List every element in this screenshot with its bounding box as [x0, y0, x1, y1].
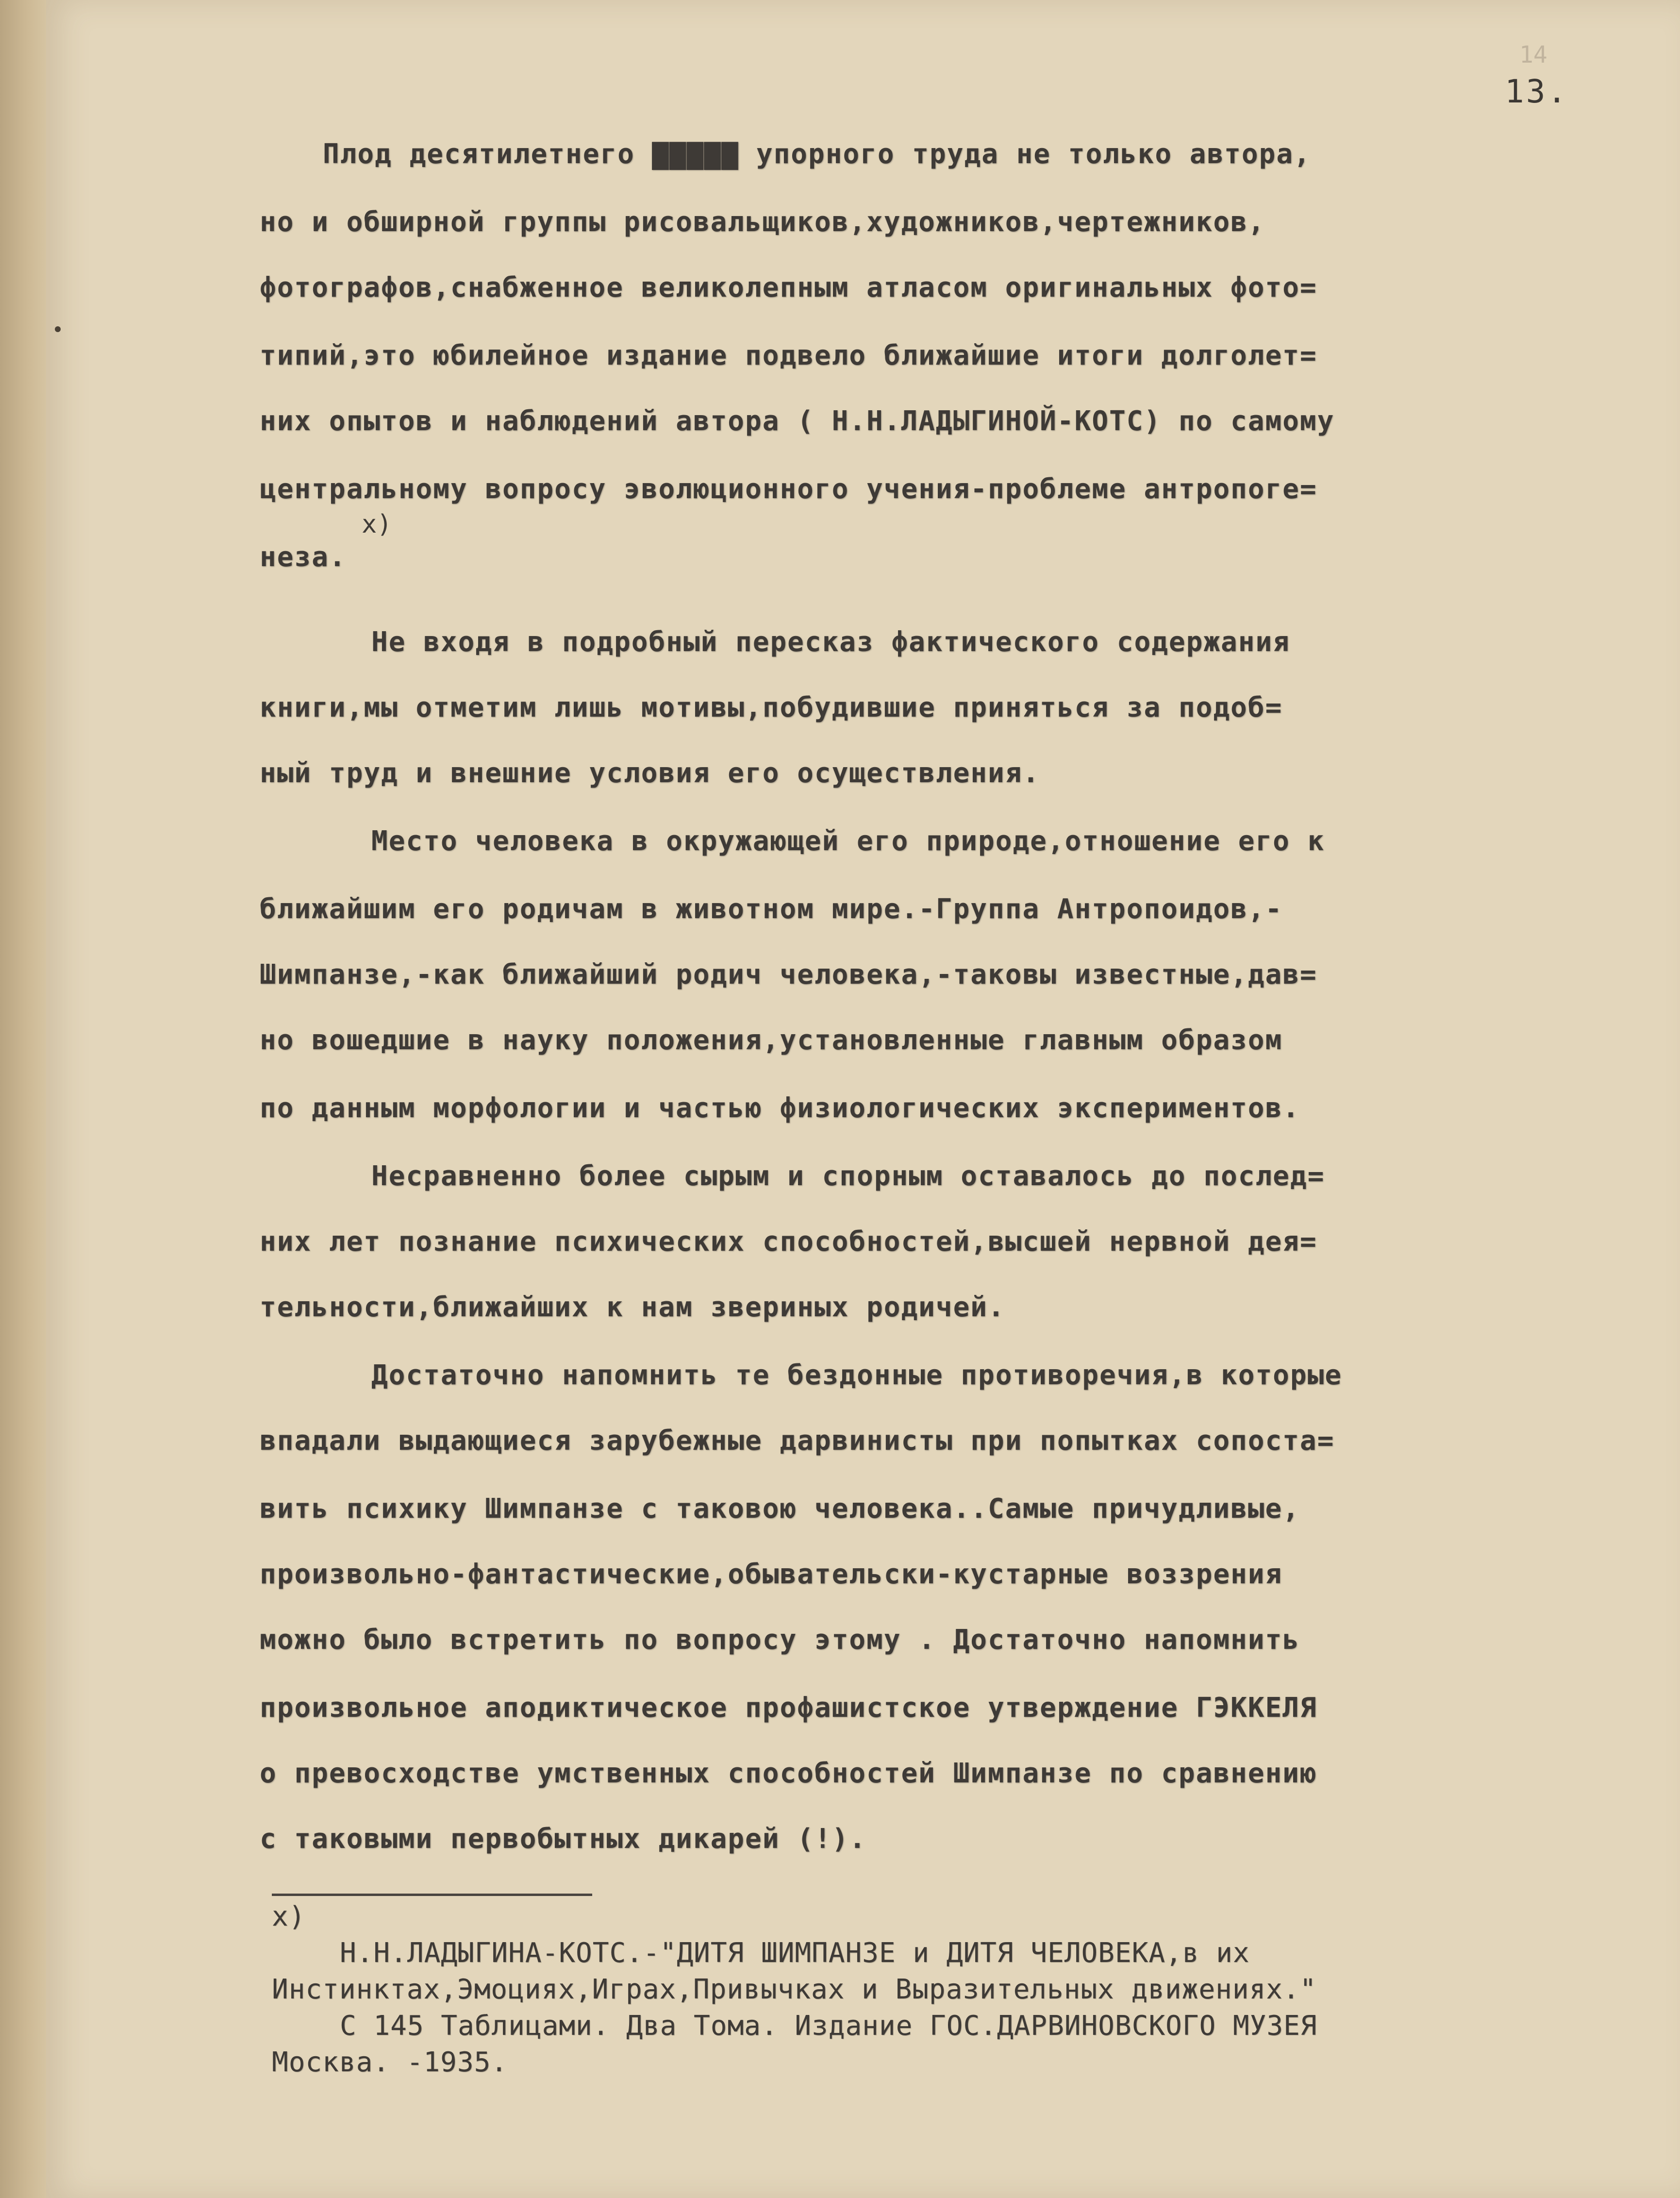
text-line: ный труд и внешние условия его осуществления.	[260, 757, 1040, 789]
text-line: Плод десятилетнего ▇▇▇▇▇ упорного труда не только автора,	[323, 138, 1311, 170]
text-line: фотографов,снабженное великолепным атласом оригинальных фото=	[260, 272, 1317, 303]
text-line: ближайшим его родичам в животном мире.-Группа Антропоидов,-	[260, 893, 1283, 925]
text-line: неза.	[260, 541, 347, 573]
footnote-line: С 145 Таблицами. Два Тома. Издание ГОС.ДАРВИНОВСКОГО МУЗЕЯ	[340, 2010, 1317, 2042]
text-line: Несравненно более сырым и спорным оставалось до послед=	[371, 1160, 1325, 1192]
footnote-line: Москва. -1935.	[272, 2047, 508, 2078]
footnote-rule	[272, 1894, 592, 1896]
footnote-reference: x)	[362, 510, 392, 539]
text-line: центральному вопросу эволюционного учения-проблеме антропоге=	[260, 473, 1317, 505]
footnote-marker: x)	[272, 1901, 306, 1932]
text-line: них опытов и наблюдений автора ( Н.Н.ЛАДЫГИНОЙ-КОТС) по самому	[260, 405, 1335, 437]
text-line: них лет познание психических способностей,высшей нервной дея=	[260, 1226, 1317, 1258]
text-line: впадали выдающиеся зарубежные дарвинисты при попытках сопоста=	[260, 1425, 1335, 1457]
text-line: книги,мы отметим лишь мотивы,побудившие приняться за подоб=	[260, 692, 1283, 723]
text-line: Шимпанзе,-как ближайший родич человека,-таковы известные,дав=	[260, 959, 1317, 990]
text-line: но и обширной группы рисовальщиков,художников,чертежников,	[260, 206, 1265, 238]
text-line: с таковыми первобытных дикарей (!).	[260, 1823, 867, 1855]
text-line: произвольное аподиктическое профашистское утверждение ГЭККЕЛЯ	[260, 1692, 1317, 1724]
text-line: типий,это юбилейное издание подвело ближайшие итоги долголет=	[260, 340, 1317, 371]
text-line: можно было встретить по вопросу этому . Достаточно напомнить	[260, 1624, 1300, 1656]
footnote-line: Н.Н.ЛАДЫГИНА-КОТС.-"ДИТЯ ШИМПАНЗЕ и ДИТЯ ЧЕЛОВЕКА,в их	[340, 1937, 1250, 1969]
page-edge	[0, 0, 46, 2198]
faint-page-number: 14	[1519, 41, 1547, 68]
text-line: по данным морфологии и частью физиологических экспериментов.	[260, 1092, 1300, 1124]
page-number: 13.	[1505, 73, 1569, 110]
text-line: но вошедшие в науку положения,установленные главным образом	[260, 1024, 1283, 1056]
text-line: вить психику Шимпанзе с таковою человека..Самые причудливые,	[260, 1493, 1300, 1525]
margin-dot	[55, 326, 61, 332]
text-line: о превосходстве умственных способностей Шимпанзе по сравнению	[260, 1758, 1317, 1789]
text-line: произвольно-фантастические,обывательски-кустарные воззрения	[260, 1559, 1283, 1590]
text-line: Достаточно напомнить те бездонные противоречия,в которые	[371, 1359, 1343, 1391]
footnote-line: Инстинктах,Эмоциях,Играх,Привычках и Выразительных движениях."	[272, 1974, 1317, 2005]
text-line: Место человека в окружающей его природе,отношение его к	[371, 825, 1325, 857]
text-line: тельности,ближайших к нам звериных родичей.	[260, 1292, 1005, 1323]
text-line: Не входя в подробный пересказ фактического содержания	[371, 626, 1290, 658]
